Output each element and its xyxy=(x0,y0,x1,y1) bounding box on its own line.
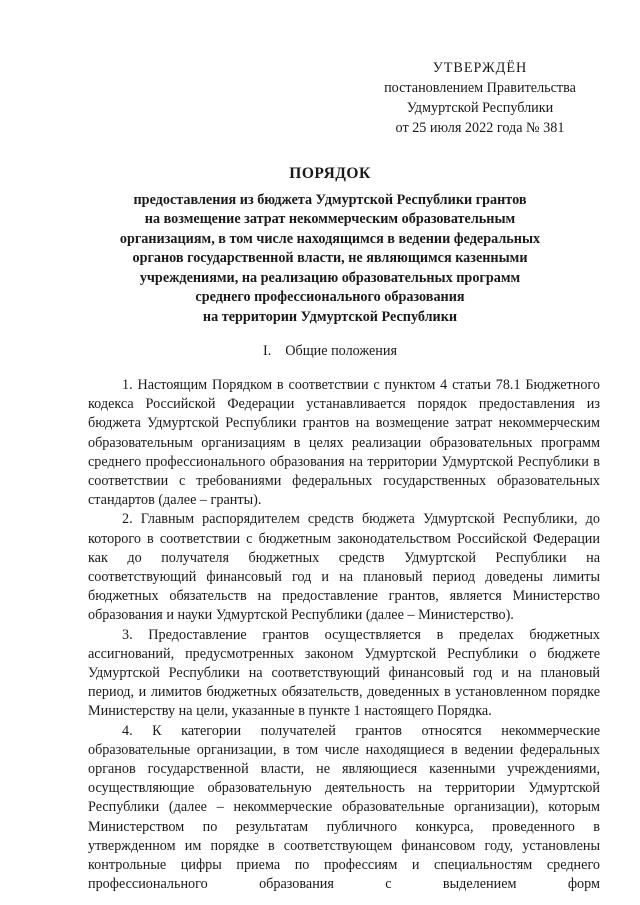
approval-stamp xyxy=(360,58,600,138)
paragraph: 1. Настоящим Порядком в соответствии с пунктом 4 статьи 78.1 Бюджетного кодекса Российской Федерации устанавливается порядок предоставления из бюджета Удмуртской Республики грантов на возмещение затрат некоммерческим образовательным организациям в целях реализации образовательных программ среднего профессионального образования на территории Удмуртской Республики в соответствии с требованиями федеральных государственных образовательных стандартов (далее – гранты). xyxy=(88,377,600,509)
title-line: учреждениями, на реализацию образовательных программ xyxy=(139,269,521,286)
paragraph: 4. К категории получателей грантов относятся некоммерческие образовательные организации, в том числе находящиеся в ведении федеральных органов государственной власти, не являющиеся казенными учреждениями, осуществляющие образовательную деятельность на территории Удмуртской Республики (далее – некоммерческие образовательные организации), которым Министерством по результатам публичного конкурса, проведенного в утвержденном им порядке в соответствующем финансовом году, установлены контрольные цифры приема по профессиям и специальностям среднего профессионального образования с выделением форм xyxy=(88,722,600,893)
title-line: на возмещение затрат некоммерческим образовательным xyxy=(144,211,516,227)
section-heading xyxy=(60,341,600,361)
title-line: органов государственной власти, не являющимся казенными xyxy=(132,250,528,266)
paragraph: 2. Главным распорядителем средств бюджета Удмуртской Республики, до которого в соответствии с бюджетным законодательством Российской Федерации как до получателя бюджетных средств Удмуртской Республики на соответствующий финансовый год и на плановый период доведены лимиты бюджетных обязательств на предоставление грантов, является Министерство образования и науки Удмуртской Республики (далее – Министерство). xyxy=(88,511,600,624)
title-line: на территории Удмуртской Республики xyxy=(202,308,458,325)
document-title xyxy=(60,164,600,327)
approval-heading: УТВЕРЖДЁН xyxy=(432,60,528,76)
document-body xyxy=(88,376,600,894)
title-main: ПОРЯДОК xyxy=(289,165,371,182)
paragraph: 3. Предоставление грантов осуществляется в пределах бюджетных ассигнований, предусмотренных законом Удмуртской Республики о бюджете Удмуртской Республики на соответствующий финансовый год и на плановый период, и лимитов бюджетных обязательств, доведенных в установленном порядке Министерству на цели, указанные в пункте 1 настоящего Порядка. xyxy=(88,626,600,720)
approval-line: постановлением Правительства xyxy=(384,80,576,96)
section-title: Общие положения xyxy=(285,343,398,359)
title-line: среднего профессионального образования xyxy=(195,289,465,305)
approval-line: Удмуртской Республики xyxy=(406,100,554,116)
title-line: предоставления из бюджета Удмуртской Республики грантов xyxy=(133,191,527,208)
approval-date: от 25 июля 2022 года № 381 xyxy=(395,120,565,136)
section-number: I. xyxy=(262,343,272,359)
title-line: организациям, в том числе находящимся в ведении федеральных xyxy=(119,230,541,247)
